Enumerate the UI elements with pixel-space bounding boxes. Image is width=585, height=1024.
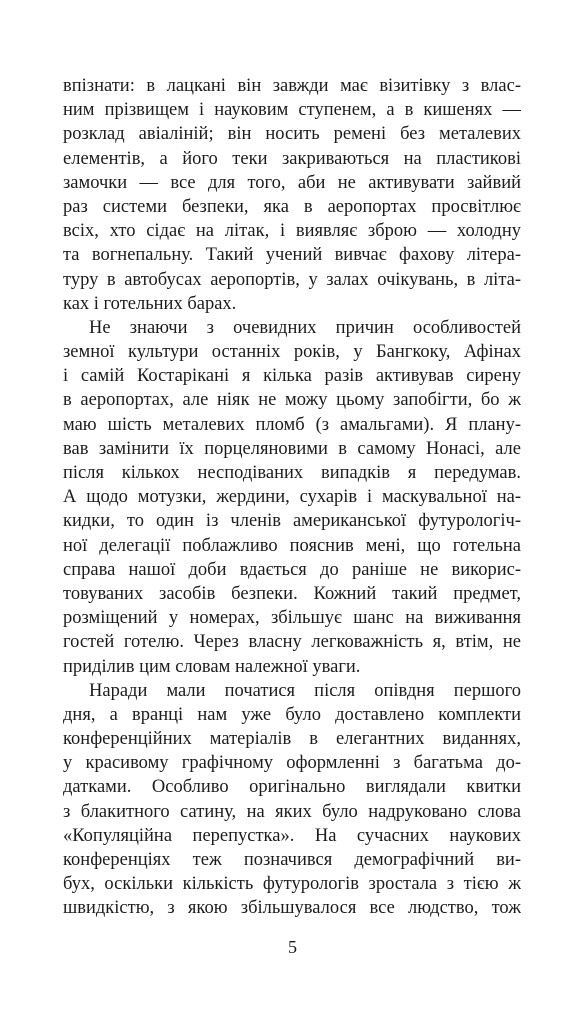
text-line: у красивому графічному оформленні з багатьма до- — [63, 753, 521, 774]
text-line: Не знаючи з очевидних причин особливостей — [89, 317, 521, 338]
text-line: в аеропортах, але ніяк не можу цьому запобігти, бо ж — [63, 390, 521, 411]
text-line: всіх, хто сідає на літак, і виявляє зброю — холодну — [63, 221, 521, 242]
paragraph-1 — [63, 74, 521, 316]
text-line: конференційних матеріалів в елегантних виданнях, — [63, 729, 521, 750]
text-line: і самій Костарікані я кілька разів активував сирену — [63, 366, 521, 387]
text-line: бух, оскільки кількість футурологів зростала з тією ж — [63, 874, 521, 895]
text-line: розклад авіаліній; він носить ремені без металевих — [63, 124, 521, 145]
text-line: кидки, то один із членів американської футурологіч- — [63, 511, 521, 532]
page-body — [63, 74, 521, 921]
text-line: елементів, а його теки закриваються на пластикові — [63, 148, 521, 169]
text-line: маю шість металевих пломб (з амальгами). Я плану- — [63, 414, 521, 435]
text-line: датками. Особливо оригінально виглядали квитки — [63, 777, 521, 798]
text-line: раз системи безпеки, яка в аеропортах просвітлює — [63, 196, 521, 217]
paragraph-3 — [63, 679, 521, 921]
text-line: ках і готельних барах. — [63, 293, 237, 314]
text-line: «Копуляційна перепустка». На сучасних наукових — [63, 825, 521, 846]
text-line: гостей готелю. Через власну легковажність я, втім, не — [63, 632, 521, 653]
text-line: товуваних засобів безпеки. Кожний такий предмет, — [63, 583, 521, 604]
text-line: конференціях теж позначився демографічний ви- — [63, 850, 521, 870]
text-line: А щодо мотузки, жердини, сухарів і маскувальної на- — [63, 487, 521, 508]
text-line: вав замінити їх порцеляновими в самому Нонасі, але — [63, 438, 521, 459]
text-line: та вогнепальну. Такий учений вивчає фахову літера- — [63, 245, 521, 266]
text-line: замочки — все для того, аби не активувати зайвий — [63, 172, 521, 193]
text-line: справа нашої доби вдається до раніше не викорис- — [63, 559, 521, 580]
text-line: приділив цим словам належної уваги. — [63, 656, 361, 677]
text-line: впізнати: в лацкані він завжди має візитівку з влас- — [63, 76, 521, 96]
text-line: туру в автобусах аеропортів, у залах очікувань, в літа- — [63, 269, 521, 290]
page-number: 5 — [288, 937, 297, 957]
text-line: ним прізвищем і науковим ступенем, а в кишенях — — [63, 100, 521, 121]
text-line: дня, а вранці нам уже було доставлено комплекти — [63, 704, 521, 725]
text-line: швидкістю, з якою збільшувалося все людство, тож — [63, 898, 521, 919]
text-line: ної делегації поблажливо пояснив мені, що готельна — [63, 535, 521, 556]
text-line: земної культури останніх років, у Бангкоку, Афінах — [63, 342, 521, 363]
text-line: з блакитного сатину, на яких було надруковано слова — [63, 801, 521, 822]
text-line: Наради мали початися після опівдня першого — [89, 680, 521, 701]
text-line: розміщений у номерах, збільшує шанс на виживання — [63, 608, 521, 629]
paragraph-2 — [63, 316, 521, 679]
text-line: після кількох несподіваних випадків я передумав. — [63, 463, 521, 483]
